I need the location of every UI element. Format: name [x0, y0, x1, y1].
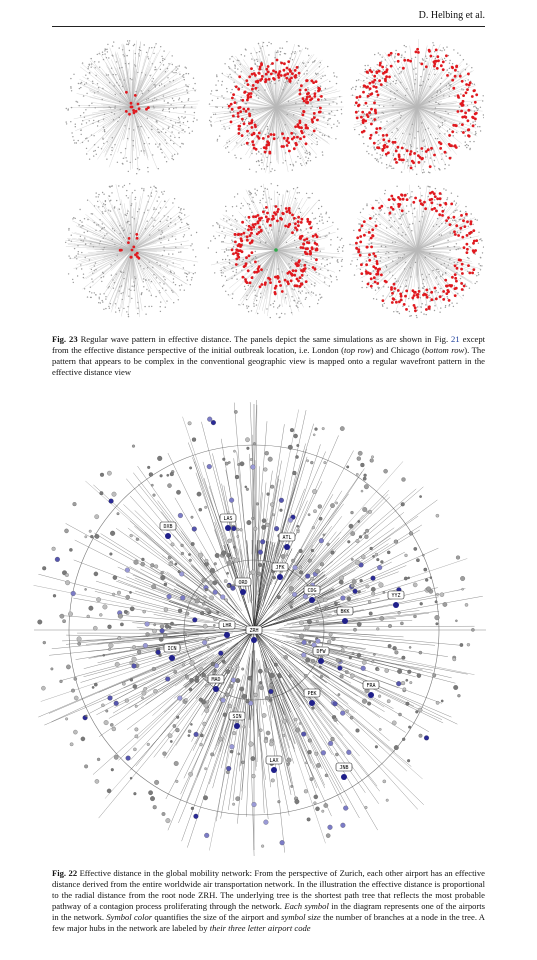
- wave-panel: [349, 185, 484, 318]
- figure-22-caption: Fig. 22 Effective distance in the global mobility network: From the perspective of Zurich, each other airport has an effective distance derived from the entire worldwide air transportation network. In the illustration the effective distance is proportional to the radial distance from the root node ZRH. The underlying tree is the shortest path tree that reflects the most probable pathway of a contagion process proliferating through the network. Each symbol in the diagram represents one of the airports in the network. Symbol color quantifies the size of the airport and symbol size the number of branches at a node in the tree. A few major hubs in the network are labeled by their three letter airport code: [52, 868, 486, 933]
- figure-23-caption: Fig. 23 Regular wave pattern in effective distance. The panels depict the same simulations as are shown in Fig. 21 except from the effective distance perspective of the initial outbreak location, i.e. London (top row) and Chicago (bottom row). The pattern that appears to be complex in the conventional geographic view is mapped onto a regular wavefront pattern in the effective distance view: [52, 334, 486, 377]
- wave-panel: [208, 183, 345, 318]
- figure-23-label: Fig. 23: [52, 334, 78, 344]
- wave-panel: [209, 41, 344, 174]
- running-header: [52, 8, 485, 27]
- figure-23-svg: [52, 32, 484, 322]
- hub-label-lax: [266, 756, 282, 773]
- hub-label-jnb: [336, 763, 352, 780]
- wave-panel: [65, 183, 198, 317]
- wave-panel: [66, 40, 200, 174]
- author-name: D. Helbing et al.: [418, 10, 485, 21]
- wave-panel: [351, 39, 484, 175]
- figure-22-svg: [30, 400, 507, 856]
- figure-ref-link[interactable]: 21: [451, 334, 460, 344]
- figure-22-network: [30, 400, 507, 856]
- figure-23-panels: [52, 32, 484, 322]
- hub-label-lhr: [219, 621, 235, 638]
- figure-22-label: Fig. 22: [52, 868, 78, 878]
